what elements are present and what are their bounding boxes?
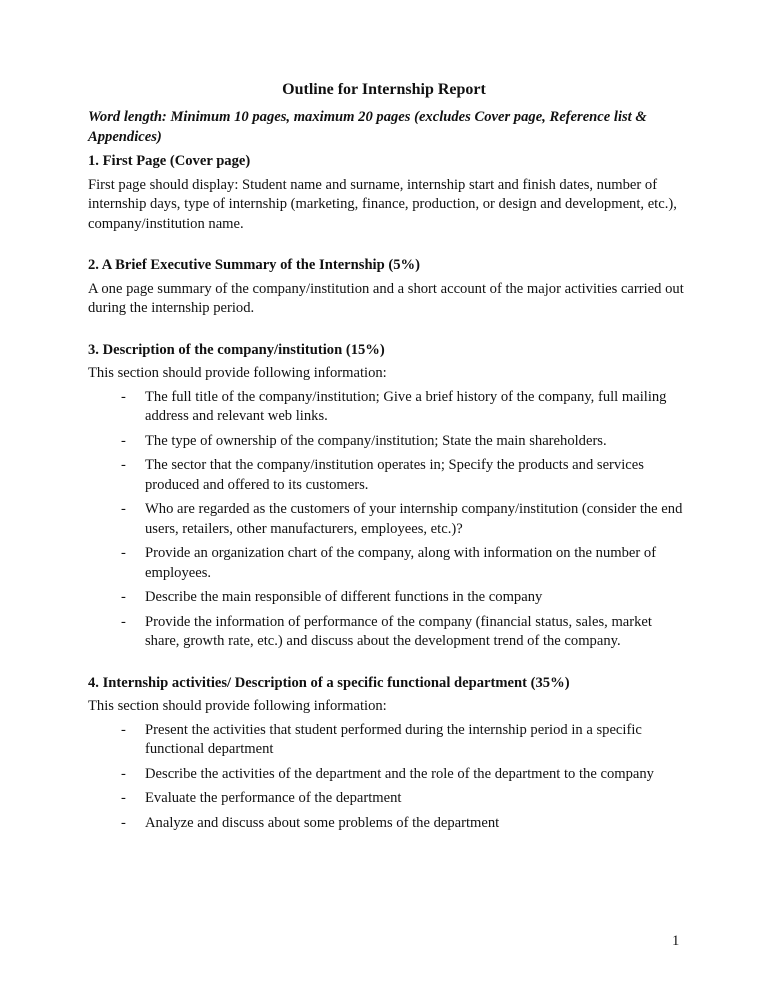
list-item: [88, 544, 688, 583]
section-text: This section should provide following information:: [88, 365, 387, 381]
section-3: [88, 341, 688, 652]
list-item-text: Describe the activities of the department and the role of the department to the company: [145, 765, 654, 782]
section-heading: 2. A Brief Executive Summary of the Internship (5%): [88, 257, 420, 273]
list-item: [88, 588, 688, 608]
list-item-text: Who are regarded as the customers of your internship company/institution (consider the end users, retailers, other manufacturers, employees, etc.)?: [145, 501, 683, 537]
page-number: 1: [672, 933, 680, 949]
list-item: [88, 500, 688, 539]
list-item: [88, 721, 688, 760]
section-text: This section should provide following information:: [88, 698, 387, 714]
list-item-text: The type of ownership of the company/institution; State the main shareholders.: [145, 432, 607, 449]
dash-bullet: -: [121, 501, 126, 517]
dash-bullet: -: [121, 814, 126, 831]
list-item-text: Provide an organization chart of the company, along with information on the number of employees.: [145, 545, 657, 581]
list-item: [88, 432, 688, 452]
dash-bullet: -: [121, 545, 126, 561]
word-length-note: Word length: Minimum 10 pages, maximum 20 pages (excludes Cover page, Reference list & Appendices): [88, 109, 647, 145]
section-heading: 1. First Page (Cover page): [88, 153, 251, 169]
dash-bullet: -: [121, 457, 126, 473]
dash-bullet: -: [121, 765, 126, 782]
section-1: [88, 152, 688, 234]
dash-bullet: -: [121, 589, 126, 605]
list-item: [88, 613, 688, 652]
section-2: [88, 256, 688, 319]
dash-bullet: -: [121, 721, 126, 738]
list-item: [88, 388, 688, 427]
list-item: [88, 814, 688, 834]
list-item-text: Evaluate the performance of the department: [145, 790, 402, 806]
section-heading: 3. Description of the company/institution (15%): [88, 341, 385, 358]
section-heading: 4. Internship activities/ Description of a specific functional department (35%): [88, 674, 570, 691]
document-title: Outline for Internship Report: [282, 81, 486, 98]
list-item-text: Describe the main responsible of different functions in the company: [145, 589, 543, 605]
list-item-text: The full title of the company/institution; Give a brief history of the company, full mailing address and relevant web links.: [145, 388, 667, 424]
list-item-text: The sector that the company/institution operates in; Specify the products and services produced and offered to its customers.: [145, 457, 644, 493]
list-item-text: Analyze and discuss about some problems of the department: [145, 814, 500, 831]
list-item: [88, 789, 688, 809]
list-item: [88, 765, 688, 785]
dash-bullet: -: [121, 790, 126, 806]
bullet-list: [88, 721, 688, 834]
list-item-text: Present the activities that student performed during the internship period in a specific functional department: [145, 721, 642, 757]
dash-bullet: -: [121, 432, 126, 449]
bullet-list: [88, 388, 688, 652]
list-item-text: Provide the information of performance of the company (financial status, sales, market share, growth rate, etc.) and discuss about the development trend of the company.: [145, 613, 652, 649]
dash-bullet: -: [121, 613, 126, 630]
section-4: [88, 674, 688, 834]
section-text: A one page summary of the company/institution and a short account of the major activities carried out during the internship period.: [88, 280, 684, 316]
list-item: [88, 456, 688, 495]
dash-bullet: -: [121, 388, 126, 405]
section-text: First page should display: Student name and surname, internship start and finish dates, number of internship days, type of internship (marketing, finance, production, or design and development, etc.), company/institution name.: [88, 176, 677, 232]
